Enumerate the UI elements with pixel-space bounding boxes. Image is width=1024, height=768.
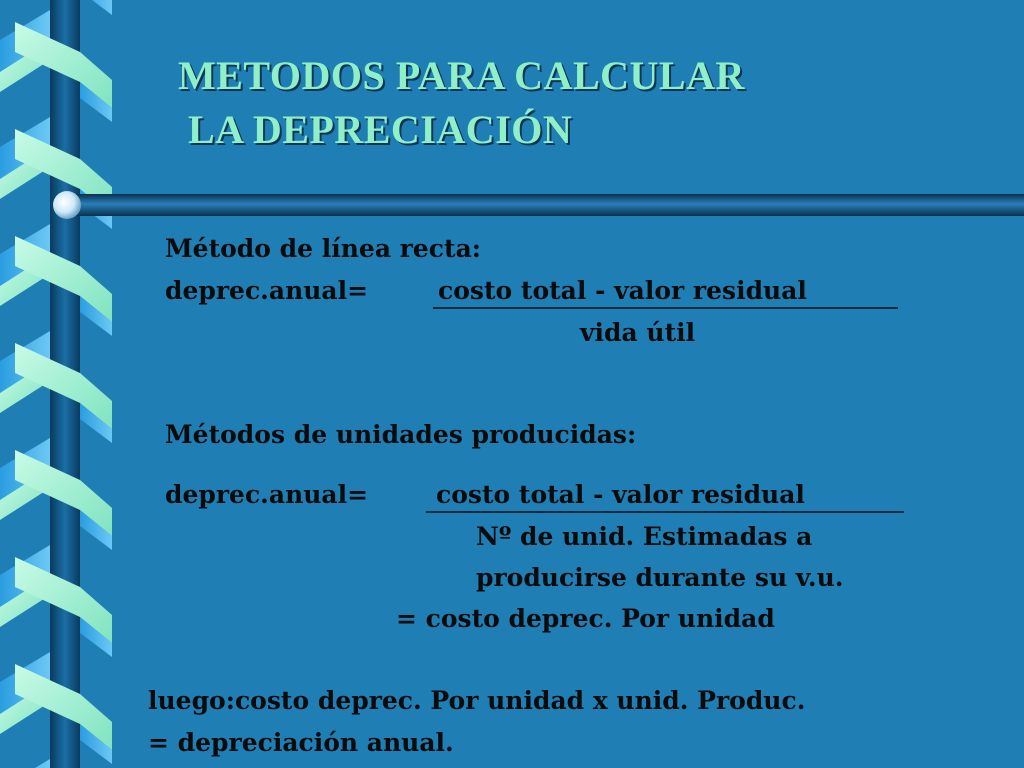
section1-formula-left: deprec.anual= [165, 276, 369, 305]
section1-heading: Método de línea recta: [165, 234, 482, 263]
section2-heading: Métodos de unidades producidas: [165, 420, 637, 449]
section2-denominator-line-2: producirse durante su v.u. [476, 563, 844, 592]
ribbon-band-back [0, 759, 50, 768]
section1-numerator: costo total - valor residual [438, 276, 807, 305]
divider-knob [53, 191, 81, 219]
page-title-line-2: LA DEPRECIACIÓN [188, 107, 573, 152]
section2-numerator: costo total - valor residual [436, 480, 805, 509]
section2-denominator-line-1: Nº de unid. Estimadas a [476, 522, 813, 551]
page-title-line-1: METODOS PARA CALCULAR [178, 53, 745, 98]
section2-fraction-bar [426, 511, 904, 513]
section1-fraction-bar [433, 307, 898, 309]
section1-denominator: vida útil [580, 318, 696, 347]
section2-formula-left: deprec.anual= [165, 480, 369, 509]
footer-line-2: = depreciación anual. [148, 728, 454, 757]
footer-line-1: luego:costo deprec. Por unidad x unid. Produc. [148, 686, 806, 715]
section2-result: = costo deprec. Por unidad [396, 604, 775, 633]
